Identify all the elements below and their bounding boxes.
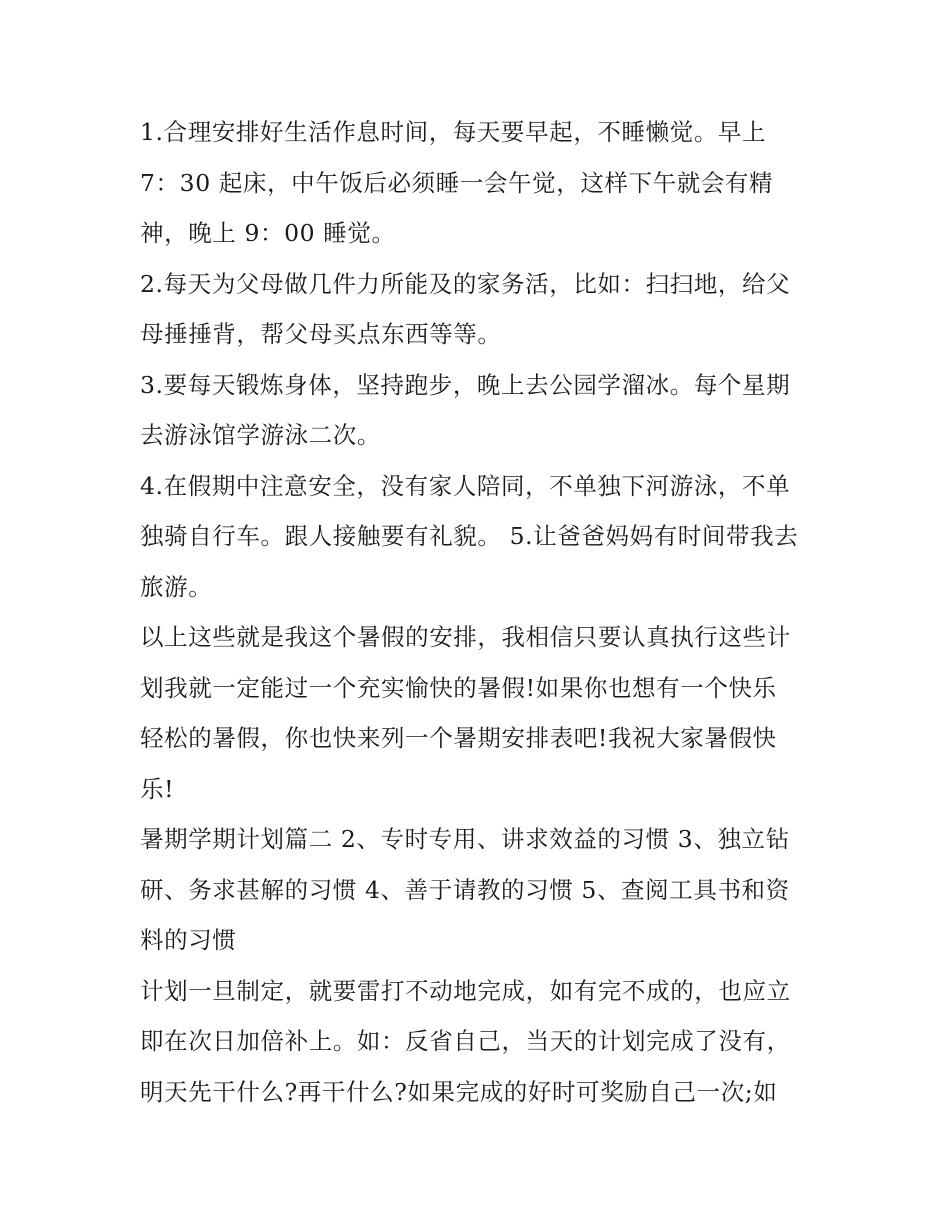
text-line: 3.要每天锻炼身体，坚持跑步，晚上去公园学溜冰。每个星期 [140,370,791,399]
text-line: 4.在假期中注意安全，没有家人陪同，不单独下河游泳，不单 [140,471,791,500]
body-text [140,107,820,1117]
text-line: 乐! [140,774,175,803]
text-line: 以上这些就是我这个暑假的安排，我相信只要认真执行这些计 [140,623,791,651]
text-line: 神，晚上 9：00 睡觉。 [140,219,396,247]
text-line: 研、务求甚解的习惯 4、善于请教的习惯 5、查阅工具书和资 [140,875,790,904]
text-line: 明天先干什么?再干什么?如果完成的好时可奖励自己一次;如 [140,1077,778,1106]
text-line: 计划一旦制定，就要雷打不动地完成，如有完不成的，也应立 [140,976,791,1005]
text-line: 暑期学期计划篇二 2、专时专用、讲求效益的习惯 3、独立钻 [140,825,790,853]
text-line: 即在次日加倍补上。如：反省自己，当天的计划完成了没有， [140,1027,791,1055]
text-line: 2.每天为父母做几件力所能及的家务活，比如：扫扫地，给父 [140,269,791,298]
text-line: 独骑自行车。跟人接触要有礼貌。 5.让爸爸妈妈有时间带我去 [140,522,799,550]
text-line: 旅游。 [140,572,213,601]
text-line: 7：30 起床，中午饭后必须睡一会午觉，这样下午就会有精 [140,168,774,197]
text-line: 去游泳馆学游泳二次。 [140,421,381,449]
text-line: 料的习惯 [140,926,237,954]
text-line: 轻松的暑假，你也快来列一个暑期安排表吧!我祝大家暑假快 [140,724,777,752]
text-line: 1.合理安排好生活作息时间，每天要早起，不睡懒觉。早上 [140,118,767,146]
text-line: 划我就一定能过一个充实愉快的暑假!如果你也想有一个快乐 [140,673,777,702]
text-line: 母捶捶背，帮父母买点东西等等。 [140,320,502,348]
